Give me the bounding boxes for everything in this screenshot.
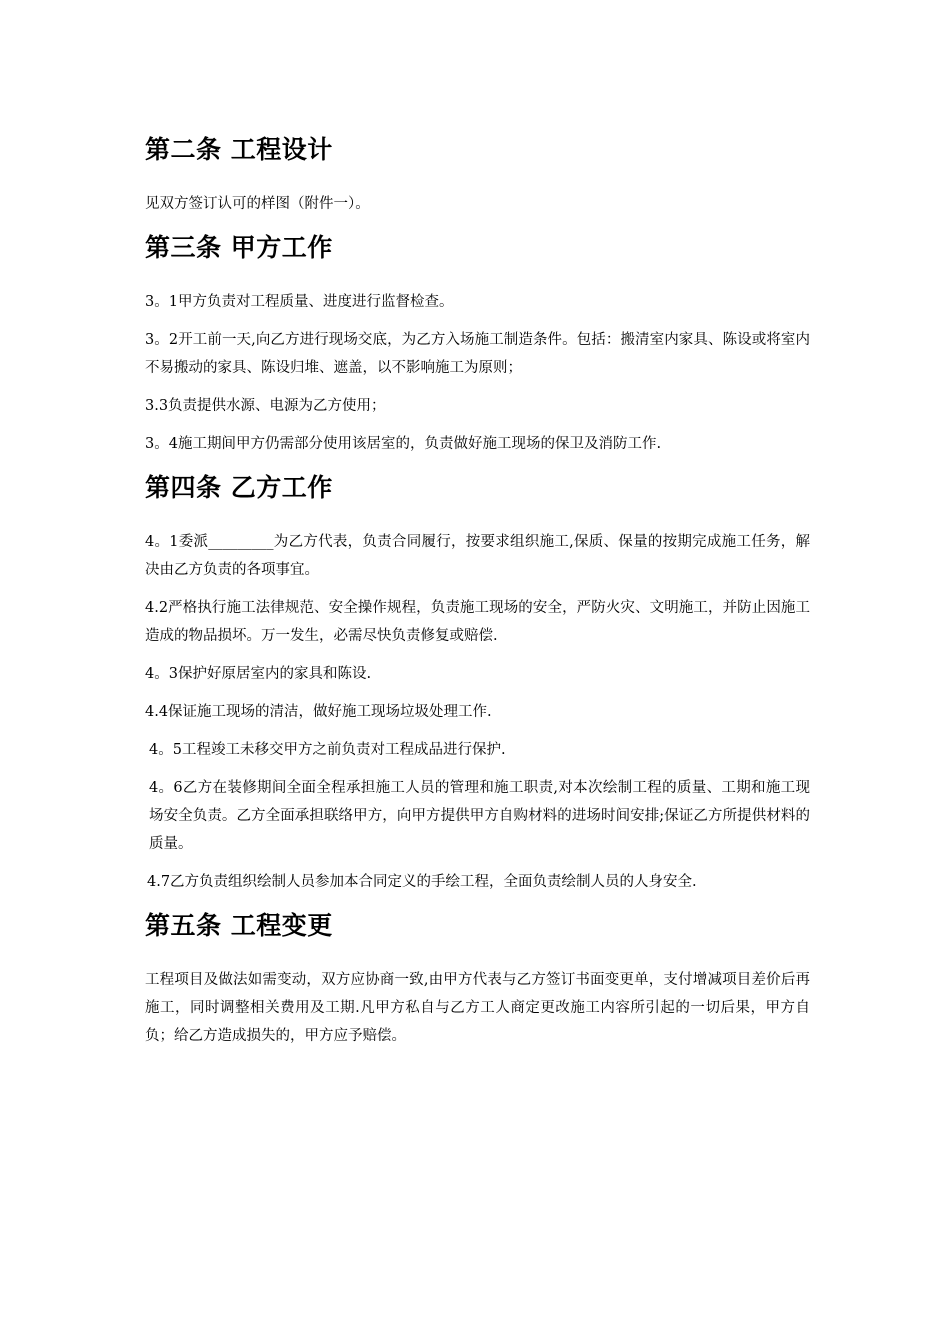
clause-4-7: 4.7乙方负责组织绘制人员参加本合同定义的手绘工程，全面负责绘制人员的人身安全. — [147, 874, 697, 890]
document-body — [145, 132, 810, 1060]
section-5-paragraph: 工程项目及做法如需变动，双方应协商一致,由甲方代表与乙方签订书面变更单，支付增减项目差价后再施工，同时调整相关费用及工期.凡甲方私自与乙方工人商定更改施工内容所引起的一切后果，甲方自负；给乙方造成损失的，甲方应予赔偿。 — [145, 972, 810, 1044]
clause-4-1: 4。1委派_________为乙方代表，负责合同履行，按要求组织施工,保质、保量的按期完成施工任务，解决由乙方负责的各项事宜。 — [145, 534, 810, 578]
section-heading-5: 第五条 工程变更 — [145, 911, 333, 940]
section-heading-3: 第三条 甲方工作 — [145, 233, 333, 262]
section-2-paragraph: 见双方签订认可的样图（附件一）。 — [145, 196, 370, 212]
clause-4-5: 4。5工程竣工未移交甲方之前负责对工程成品进行保护. — [149, 742, 506, 758]
clause-4-3: 4。3保护好原居室内的家具和陈设. — [145, 666, 372, 682]
section-heading-2: 第二条 工程设计 — [145, 135, 333, 164]
clause-4-2: 4.2严格执行施工法律规范、安全操作规程，负责施工现场的安全，严防火灾、文明施工，并防止因施工造成的物品损坏。万一发生，必需尽快负责修复或赔偿. — [145, 600, 810, 644]
section-heading-4: 第四条 乙方工作 — [145, 473, 333, 502]
clause-4-6: 4。6乙方在装修期间全面全程承担施工人员的管理和施工职责,对本次绘制工程的质量、工期和施工现场安全负责。乙方全面承担联络甲方，向甲方提供甲方自购材料的进场时间安排;保证乙方所提供材料的质量。 — [149, 780, 810, 852]
clause-4-4: 4.4保证施工现场的清洁，做好施工现场垃圾处理工作. — [145, 704, 492, 720]
clause-3-1: 3。1甲方负责对工程质量、进度进行监督检查。 — [145, 294, 454, 310]
clause-3-2: 3。2开工前一天,向乙方进行现场交底，为乙方入场施工制造条件。包括：搬清室内家具、陈设或将室内不易搬动的家具、陈设归堆、遮盖，以不影响施工为原则； — [145, 332, 810, 376]
clause-3-4: 3。4施工期间甲方仍需部分使用该居室的，负责做好施工现场的保卫及消防工作. — [145, 436, 662, 452]
clause-3-3: 3.3负责提供水源、电源为乙方使用； — [145, 398, 386, 414]
